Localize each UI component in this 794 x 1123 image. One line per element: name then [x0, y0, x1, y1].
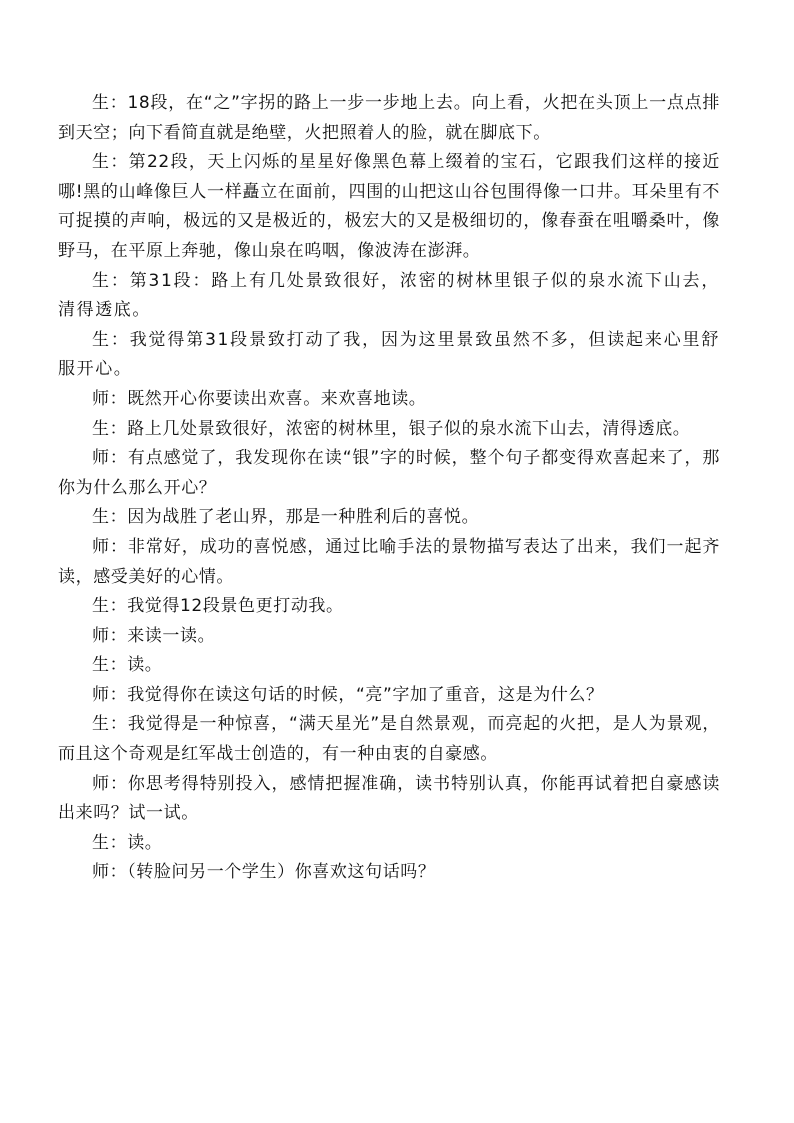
- paragraph-teacher-read: 师：来读一读。: [92, 625, 216, 646]
- paragraph-teacher-praise: 师：非常好，成功的喜悦感，通过比喻手法的景物描写表达了出来，我们一起齐读，感受美好的心情。: [58, 536, 720, 587]
- paragraph-student-pride: 生：我觉得是一种惊喜，“满天星光”是自然景观，而亮起的火把，是人为景观，而且这个奇观是红军战士创造的，有一种由衷的自豪感。: [58, 714, 720, 765]
- paragraph-teacher-ask: 师：（转脸问另一个学生）你喜欢这句话吗？: [92, 862, 436, 883]
- paragraph-student-22: 生：第22段，天上闪烁的星星好像黑色幕上缀着的宝石，它跟我们这样的接近哪!黑的山峰像巨人一样矗立在面前，四围的山把这山谷包围得像一口井。耳朵里有不可捉摸的声响，极远的又是极近的，极宏大的又是极细切的，像春蚕在咀嚼桑叶，像野马，在平原上奔驰，像山泉在呜咽，像波涛在澎湃。: [58, 152, 720, 261]
- paragraph-teacher-joy: 师：既然开心你要读出欢喜。来欢喜地读。: [92, 388, 427, 409]
- paragraph-student-31: 生：第31段：路上有几处景致很好，浓密的树林里银子似的泉水流下山去，清得透底。: [58, 270, 720, 321]
- paragraph-student-12: 生：我觉得12段景色更打动我。: [92, 596, 344, 617]
- paragraph-student-reads-1: 生：读。: [92, 655, 163, 676]
- paragraph-student-victory: 生：因为战胜了老山界，那是一种胜利后的喜悦。: [92, 507, 480, 528]
- paragraph-student-reading: 生：路上几处景致很好，浓密的树林里，银子似的泉水流下山去，清得透底。: [92, 418, 691, 439]
- document-body: [58, 89, 720, 888]
- paragraph-student-31-opinion: 生：我觉得第31段景致打动了我，因为这里景致虽然不多，但读起来心里舒服开心。: [58, 329, 720, 380]
- paragraph-teacher-emphasis: 师：我觉得你在读这句话的时候，“亮”字加了重音，这是为什么？: [92, 684, 604, 705]
- paragraph-teacher-encourage: 师：你思考得特别投入，感情把握准确，读书特别认真，你能再试着把自豪感读出来吗？试一试。: [58, 773, 720, 824]
- paragraph-student-18: 生：18段，在“之”字拐的路上一步一步地上去。向上看，火把在头顶上一点点排到天空；向下看简直就是绝壁，火把照着人的脸，就在脚底下。: [58, 93, 720, 143]
- paragraph-student-reads-2: 生：读。: [92, 832, 163, 853]
- paragraph-teacher-silver: 师：有点感觉了，我发现你在读“银”字的时候，整个句子都变得欢喜起来了，那你为什么那么开心？: [58, 448, 720, 498]
